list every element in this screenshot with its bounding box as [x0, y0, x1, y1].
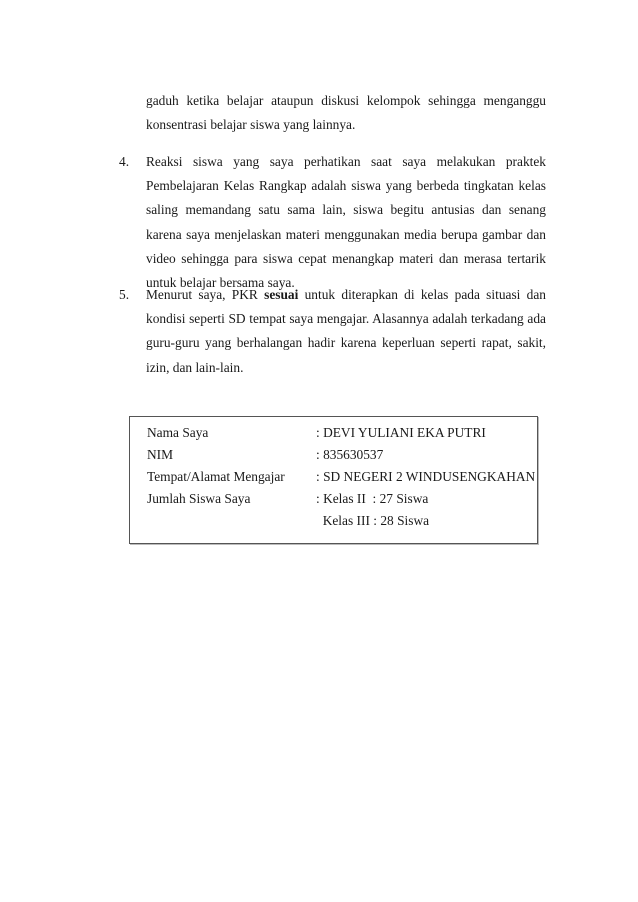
info-row-place — [147, 466, 536, 488]
place-value: : SD NEGERI 2 WINDUSENGKAHAN — [316, 469, 536, 484]
list-number: 5. — [119, 287, 130, 302]
list-number: 4. — [119, 154, 130, 169]
name-value: : DEVI YULIANI EKA PUTRI — [316, 425, 486, 440]
students-value-class-2: : Kelas II : 27 Siswa — [316, 491, 429, 506]
nim-value: : 835630537 — [316, 447, 384, 462]
info-row-name — [147, 422, 527, 444]
nim-label: NIM — [147, 447, 174, 462]
student-info-box — [129, 416, 538, 544]
students-value-class-3: Kelas III : 28 Siswa — [316, 513, 430, 528]
list-text-end: untuk diterapkan di kelas pada situasi dan kondisi seperti SD tempat saya mengajar. Alasannya adalah terkadang ada guru-guru yang berhalangan hadir karena keperluan seperti rapat, sakit, izin, dan lain-lain. — [146, 287, 546, 375]
students-label: Jumlah Siswa Saya — [147, 491, 251, 506]
info-row-nim — [147, 444, 527, 466]
info-row-students — [147, 488, 527, 510]
list-text: Reaksi siswa yang saya perhatikan saat saya melakukan praktek Pembelajaran Kelas Rangkap adalah siswa yang berbeda tingkatan kelas saling memandang satu sama lain, siswa begitu antusias dan senang karena saya menjelaskan materi menggunakan media berupa gambar dan video sehingga para siswa cepat menangkap materi dan merasa tertarik untuk belajar bersama saya. — [146, 154, 546, 291]
place-label: Tempat/Alamat Mengajar — [147, 469, 285, 484]
paragraph-continuation: gaduh ketika belajar ataupun diskusi kelompok sehingga menganggu konsentrasi belajar siswa yang lainnya. — [146, 93, 546, 133]
emphasis-sesuai: sesuai — [264, 287, 299, 302]
info-row-students-cont — [147, 510, 527, 532]
list-text-start: Menurut saya, PKR — [146, 287, 265, 302]
name-label: Nama Saya — [147, 425, 209, 440]
list-text — [146, 283, 546, 380]
